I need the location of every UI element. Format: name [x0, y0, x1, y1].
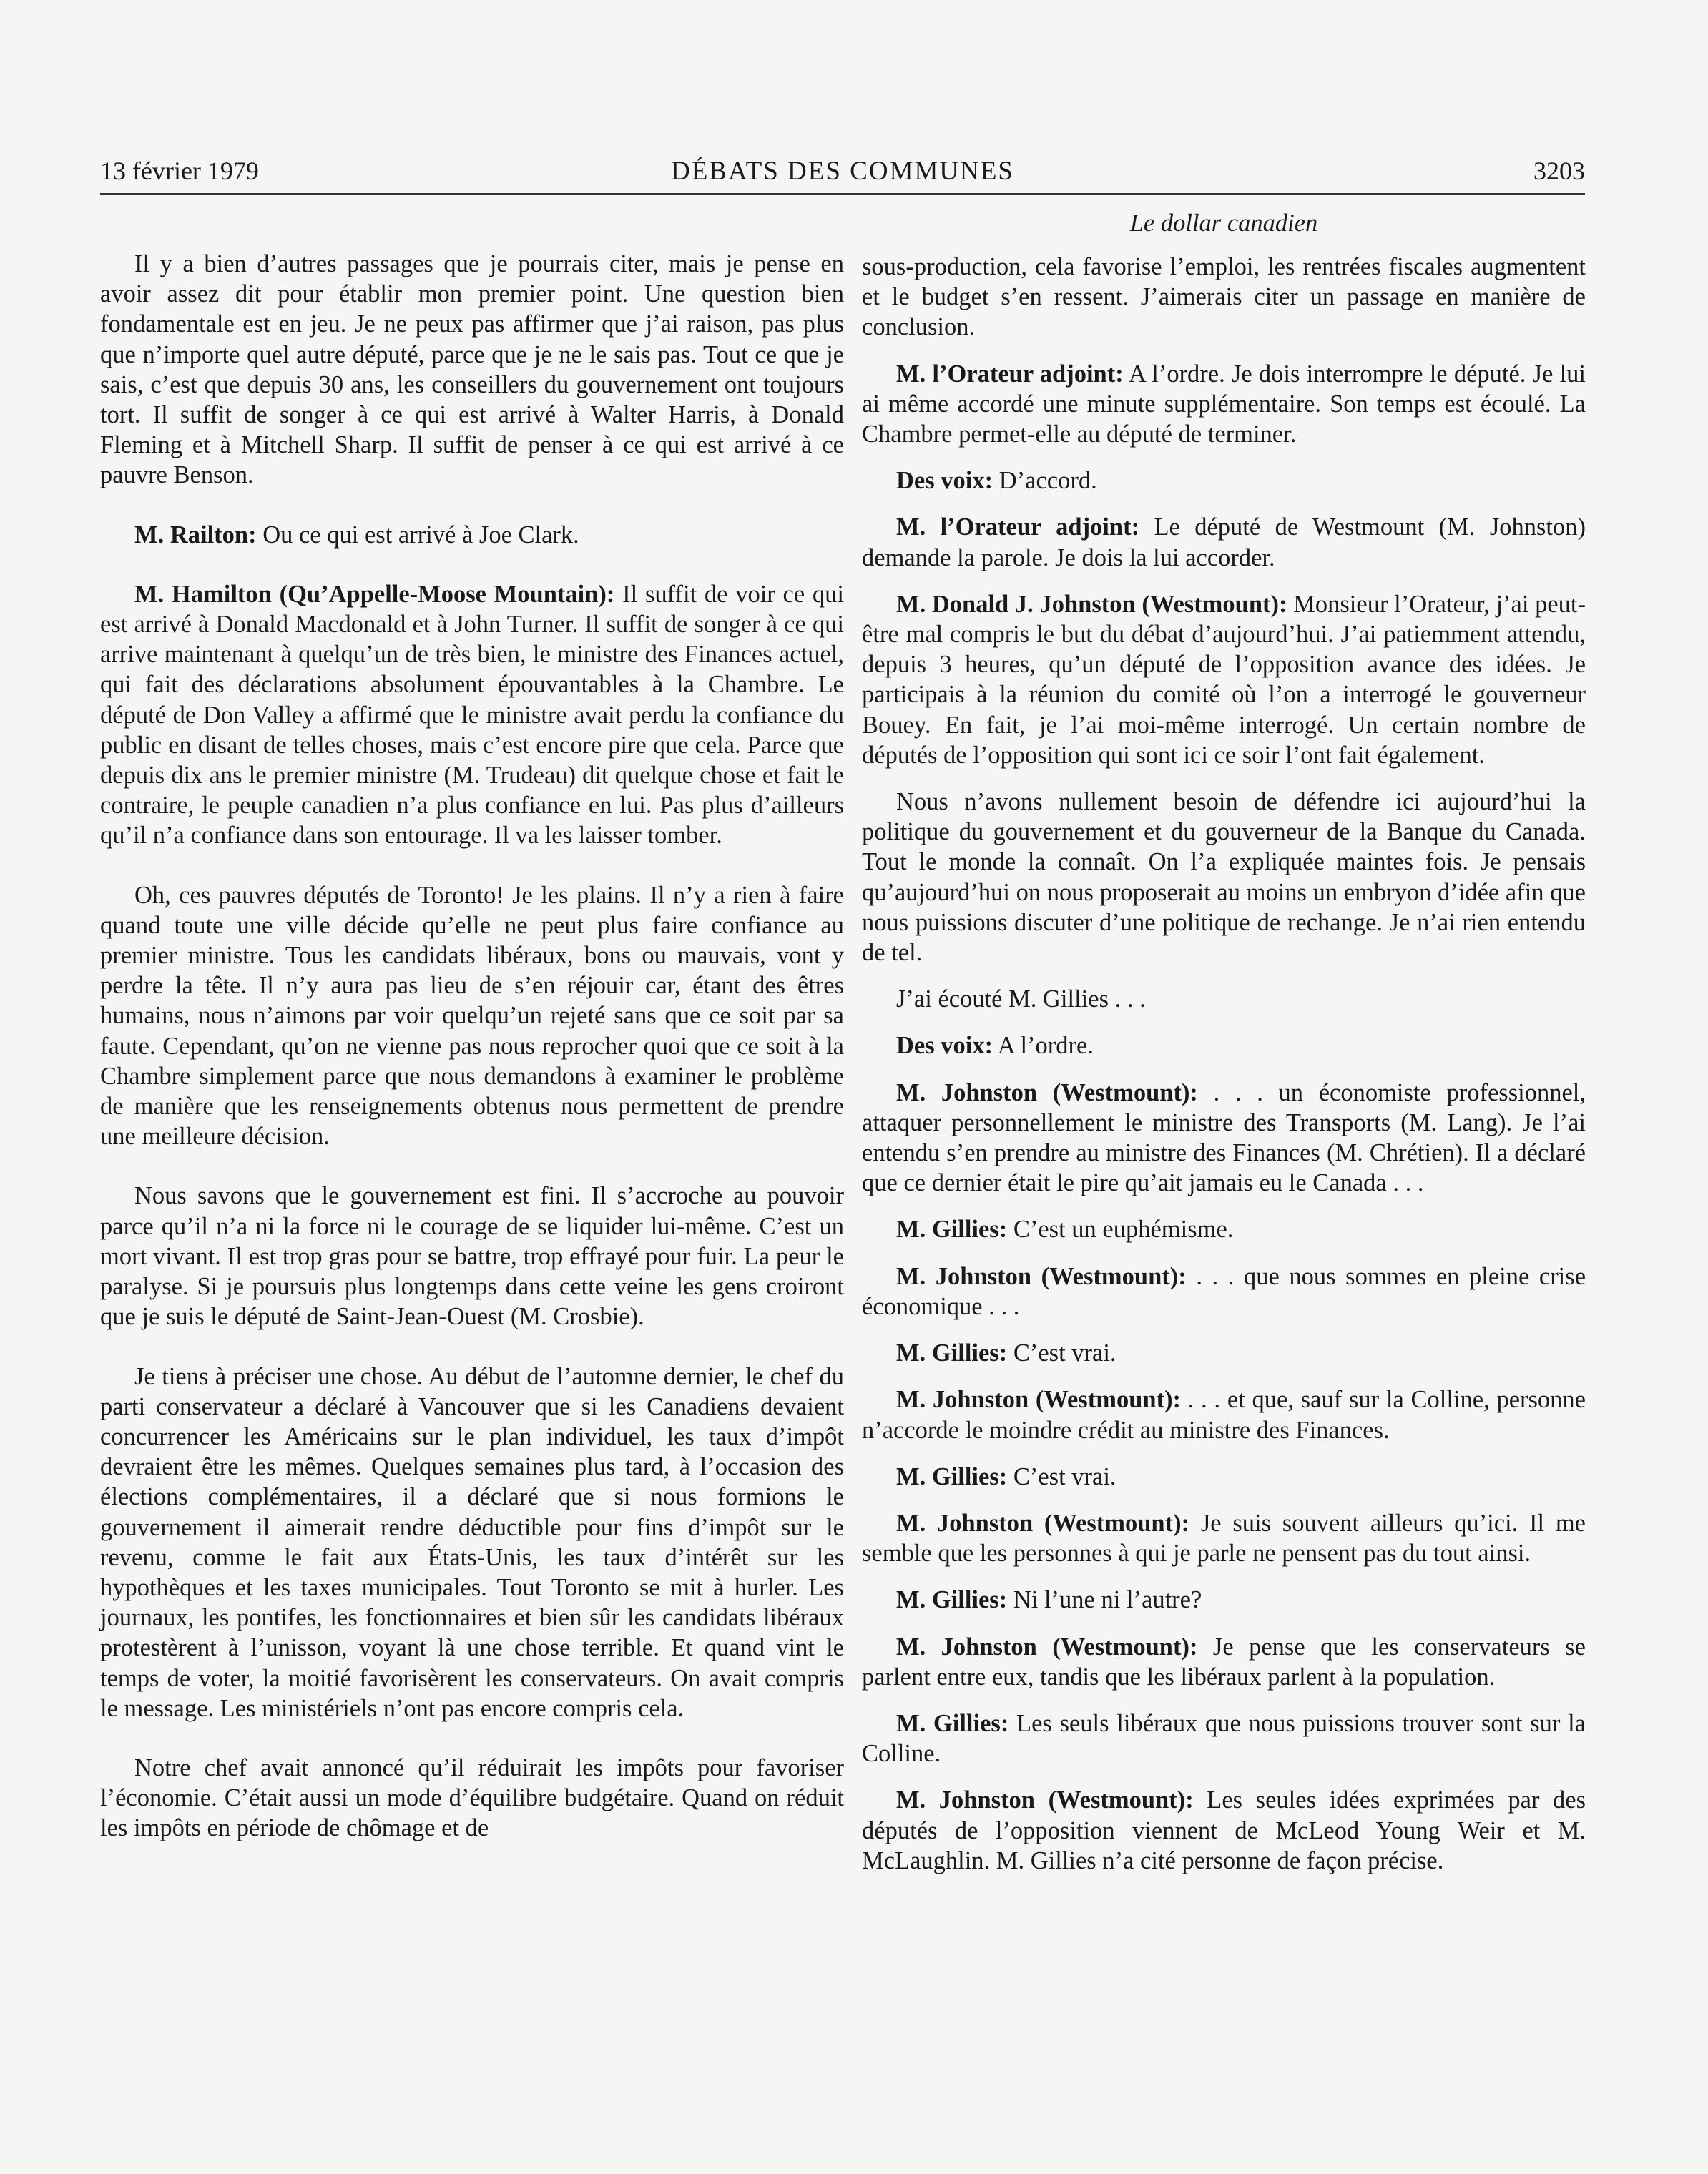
paragraph-text: Oh, ces pauvres députés de Toronto! Je les plains. Il n’y a rien à faire quand toute une ville décide qu’elle ne peut plus faire confiance au premier ministre. Tous les candidats libéraux, bons ou mauvais, vont y perdre la tête. Il n’y aura pas lieu de s’en réjouir car, étant des êtres humains, nous n’aimons par voir quelqu’un rejeté sans que ce soit par sa faute. Cependant, qu’on ne vienne pas nous reprocher quoi que ce soit à la Chambre simplement parce que nous demandons à examiner le problème de manière que les renseignements obtenus nous permettent de prendre une meilleure décision. [100, 881, 844, 1151]
paragraph-text: . . . un économiste professionnel, attaquer personnellement le ministre des Transports (M. Lang). Je l’ai entendu s’en prendre au ministre des Finances (M. Chrétien). Il a déclaré que ce dernier était le pire qu’ait jamais eu le Canada . . . [862, 1078, 1586, 1197]
paragraph-text: Les seuls libéraux que nous puissions trouver sont sur la Colline. [862, 1709, 1586, 1768]
speaker-name: M. Johnston (Westmount): [896, 1509, 1190, 1537]
paragraph [862, 1384, 1586, 1445]
paragraph-text: . . . que nous sommes en pleine crise économique . . . [862, 1262, 1586, 1320]
paragraph-text: Ni l’une ni l’autre? [1007, 1586, 1202, 1614]
speaker-name: M. Gillies: [896, 1586, 1008, 1614]
right-column [862, 252, 1586, 1892]
paragraph-text: Notre chef avait annoncé qu’il réduirait les impôts pour favoriser l’économie. C’était aussi un mode d’équilibre budgétaire. Quand on réduit les impôts en période de chômage et de [100, 1754, 844, 1842]
speaker-name: M. l’Orateur adjoint: [896, 513, 1140, 541]
paragraph-text: Il y a bien d’autres passages que je pourrais citer, mais je pense en avoir assez dit pour établir mon premier point. Une question bien fondamentale est en jeu. Je ne peux pas affirmer que j’ai raison, pas plus que n’importe quel autre député, parce que je ne le sais pas. Tout ce que je sais, c’est que depuis 30 ans, les conseillers du gouvernement ont toujours tort. Il suffit de songer à ce qui est arrivé à Walter Harris, à Donald Fleming et à Mitchell Sharp. Il suffit de penser à ce qui est arrivé à ce pauvre Benson. [100, 250, 844, 489]
paragraph-text: Je pense que les conservateurs se parlent entre eux, tandis que les libéraux parlent à la population. [862, 1633, 1586, 1691]
speaker-name: M. Hamilton (Qu’Appelle-Moose Mountain): [134, 580, 615, 608]
paragraph [862, 589, 1586, 770]
paragraph-text: Nous n’avons nullement besoin de défendre ici aujourd’hui la politique du gouvernement et du gouverneur de la Banque du Canada. Tout le monde la connaît. On l’a expliquée maintes fois. Je pensais qu’aujourd’hui on nous proposerait au moins un embryon d’idée afin que nous puissions discuter d’une politique de rechange. Je n’ai rien entendu de tel. [862, 788, 1586, 967]
speaker-name: M. Railton: [134, 521, 257, 549]
speaker-name: Des voix: [896, 1032, 993, 1060]
speaker-name: M. Johnston (Westmount): [896, 1386, 1182, 1414]
paragraph [100, 579, 844, 851]
paragraph [862, 1632, 1586, 1692]
paragraph [862, 1261, 1586, 1322]
running-head: Le dollar canadien [1129, 210, 1318, 237]
paragraph [100, 1362, 844, 1723]
paragraph [862, 359, 1586, 450]
left-column [100, 249, 844, 1873]
paragraph-text: Monsieur l’Orateur, j’ai peut-être mal compris le but du débat d’aujourd’hui. J’ai patiemment attendu, depuis 3 heures, qu’un député de l’opposition avance des idées. Je participais à la réunion du comité où l’on a interrogé le gouverneur Bouey. En fait, je l’ai moi-même interrogé. Un certain nombre de députés de l’opposition qui sont ici ce soir l’ont fait également. [862, 590, 1586, 769]
paragraph-text: sous-production, cela favorise l’emploi, les rentrées fiscales augmentent et le budget s’en ressent. J’aimerais citer un passage en manière de conclusion. [862, 253, 1586, 341]
paragraph-text: J’ai écouté M. Gillies . . . [896, 985, 1146, 1013]
paragraph-text: Nous savons que le gouvernement est fini. Il s’accroche au pouvoir parce qu’il n’a ni la force ni le courage de se liquider lui-même. C’est un mort vivant. Il est trop gras pour se battre, trop effrayé pour fuir. La peur le paralyse. Si je poursuis plus longtemps dans cette veine les gens croiront que je suis le député de Saint-Jean-Ouest (M. Crosbie). [100, 1182, 844, 1331]
paragraph [862, 1462, 1586, 1492]
speaker-name: Des voix: [896, 467, 993, 495]
paragraph [862, 1508, 1586, 1568]
speaker-name: M. Johnston (Westmount): [896, 1633, 1198, 1661]
paragraph-text: Ou ce qui est arrivé à Joe Clark. [256, 521, 579, 549]
speaker-name: M. Gillies: [896, 1709, 1009, 1737]
paragraph [862, 787, 1586, 968]
paragraph [862, 1785, 1586, 1876]
paragraph-text: A l’ordre. Je dois interrompre le député. Je lui ai même accordé une minute supplémentaire. Son temps est écoulé. La Chambre permet-elle au député de terminer. [862, 360, 1586, 448]
paragraph [100, 249, 844, 491]
paragraph [862, 1078, 1586, 1199]
speaker-name: M. Donald J. Johnston (Westmount): [896, 590, 1287, 618]
paragraph-text: Je suis souvent ailleurs qu’ici. Il me semble que les personnes à qui je parle ne pensent pas du tout ainsi. [862, 1509, 1586, 1568]
header-title: DÉBATS DES COMMUNES [670, 157, 1014, 186]
paragraph-text: Les seules idées exprimées par des députés de l’opposition viennent de McLeod Young Weir et M. McLaughlin. M. Gillies n’a cité personne de façon précise. [862, 1786, 1586, 1874]
paragraph [862, 984, 1586, 1014]
paragraph-text: D’accord. [993, 467, 1097, 495]
speaker-name: M. Gillies: [896, 1216, 1008, 1244]
paragraph [862, 1585, 1586, 1615]
paragraph-text: Le député de Westmount (M. Johnston) demande la parole. Je dois la lui accorder. [862, 513, 1586, 571]
paragraph-text: A l’ordre. [993, 1032, 1094, 1060]
paragraph [100, 1181, 844, 1332]
page-number: 3203 [1533, 157, 1585, 185]
paragraph-text: Je tiens à préciser une chose. Au début de l’automne dernier, le chef du parti conservateur a déclaré à Vancouver que si les Canadiens devaient concurrencer les Américains sur le plan individuel, les taux d’impôt devraient être les mêmes. Quelques semaines plus tard, à l’occasion des élections complémentaires, il a déclaré que si nous formions le gouvernement il aimerait rendre déductible pour fins d’impôt sur le revenu, comme le fait aux États-Unis, les taux d’intérêt sur les hypothèques et les taxes municipales. Tout Toronto se mit à hurler. Les journaux, les pontifes, les fonctionnaires et bien sûr les candidats libéraux protestèrent à l’unisson, voyant là une chose terrible. Et quand vint le temps de voter, la moitié favorisèrent les conservateurs. On avait compris le message. Les ministériels n’ont pas encore compris cela. [100, 1362, 844, 1722]
paragraph [100, 880, 844, 1152]
paragraph-text: . . . et que, sauf sur la Colline, personne n’accorde le moindre crédit au ministre des Finances. [862, 1386, 1586, 1444]
paragraph [862, 1031, 1586, 1061]
paragraph-text: Il suffit de voir ce qui est arrivé à Donald Macdonald et à John Turner. Il suffit de songer à ce qui arrive maintenant à quelqu’un de très bien, le ministre des Finances actuel, qui fait des déclarations absolument épouvantables à la Chambre. Le député de Don Valley a affirmé que le ministre avait perdu la confiance du public en disant de telles choses, mais c’est encore pire que cela. Parce que depuis dix ans le premier ministre (M. Trudeau) dit quelque chose et fait le contraire, le peuple canadien n’a plus confiance en lui. Pas plus d’ailleurs qu’il n’a confiance dans son entourage. Il va les laisser tomber. [100, 580, 844, 850]
speaker-name: M. Gillies: [896, 1339, 1008, 1367]
speaker-name: M. Johnston (Westmount): [896, 1078, 1198, 1106]
paragraph [862, 1708, 1586, 1769]
header-date: 13 février 1979 [100, 157, 259, 185]
paragraph [862, 512, 1586, 572]
speaker-name: M. Gillies: [896, 1462, 1008, 1490]
paragraph-text: C’est vrai. [1007, 1339, 1116, 1367]
paragraph-text: C’est un euphémisme. [1007, 1216, 1234, 1244]
paragraph [862, 466, 1586, 496]
speaker-name: M. Johnston (Westmount): [896, 1786, 1194, 1814]
page-header [100, 153, 1585, 195]
speaker-name: M. Johnston (Westmount): [896, 1262, 1187, 1290]
paragraph [862, 1214, 1586, 1244]
paragraph-text: C’est vrai. [1007, 1462, 1116, 1490]
speaker-name: M. l’Orateur adjoint: [896, 360, 1124, 388]
paragraph [100, 520, 844, 550]
paragraph [100, 1753, 844, 1844]
paragraph [862, 1338, 1586, 1368]
paragraph [862, 252, 1586, 343]
